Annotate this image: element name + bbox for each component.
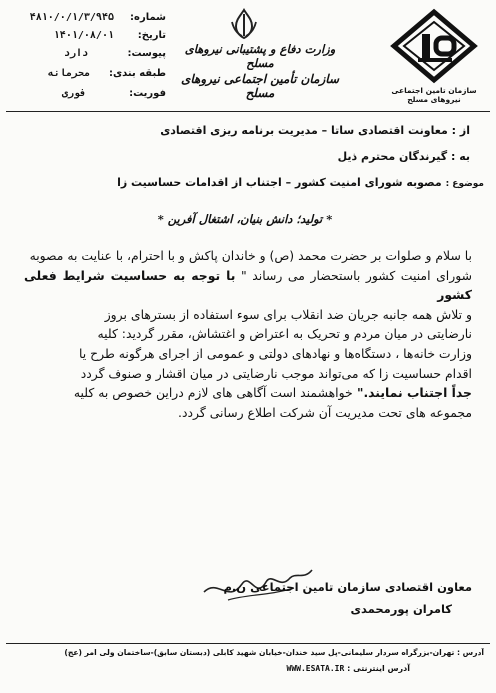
body-line-2-bold: با توجه به حساسیت شرایط فعلی کشور <box>24 267 472 303</box>
footer-divider <box>6 643 490 644</box>
letter-date-value: ۱۴۰۱/۰۸/۰۱ <box>53 30 114 41</box>
body-line-5: وزارت خانه‌ها ، دستگاه‌ها و نهادهای دولتی و عمومی از اجرای هرگونه طرح یا <box>78 345 472 361</box>
body-line-3: و تلاش همه جانبه جریان ضد انقلاب برای سوء استفاده از بسترهای بروز <box>104 306 472 322</box>
urgency-value: فوری <box>61 88 86 99</box>
footer-address: آدرس : تهران-بزرگراه سردار سلیمانی-پل سید خندان-خیابان شهید کابلی (دبستان سابق)-ساختمان ولی امر (عج) <box>64 648 484 657</box>
classification-label: طبقه بندی: <box>108 68 166 79</box>
footer-web-value: WWW.ESATA.IR <box>286 664 345 673</box>
org-title: سازمان تأمین اجتماعی نیروهای مسلح <box>181 72 339 100</box>
signatory-name: کامران پورمحمدی <box>350 602 452 616</box>
footer-web <box>200 664 410 673</box>
from-value: معاونت اقتصادی ساتا – مدیریت برنامه ریزی اقتصادی <box>160 124 448 137</box>
subject-value: مصوبه شورای امنیت کشور – اجتناب از اقدامات حساسیت زا <box>117 176 442 189</box>
letter-body <box>24 246 472 422</box>
to-line <box>30 150 470 163</box>
ministry-title: وزارت دفاع و پشتیبانی نیروهای مسلح <box>184 42 336 70</box>
urgency-row <box>6 88 166 106</box>
body-line-6: اقدام حساسیت زا که می‌تواند موجب نارضایتی در میان اقشار و صنوف گردد <box>80 365 472 381</box>
signatory-title: معاون اقتصادی سازمان تامین اجتماعی ن.م <box>223 580 472 594</box>
satta-logo-icon <box>378 8 490 86</box>
subject-line <box>30 176 484 189</box>
letter-number-row <box>6 12 166 30</box>
to-label: به : <box>450 150 470 163</box>
org-logo <box>378 8 490 104</box>
header-divider <box>6 111 490 112</box>
from-line <box>30 124 470 137</box>
attachment-label: پیوست: <box>127 48 166 59</box>
body-line-2 <box>24 266 472 305</box>
body-line-4: نارضایتی در میان مردم و تحریک به اعتراض و اغتشاش، مقرر گردید: کلیه <box>97 326 472 342</box>
to-value: گیرندگان محترم ذیل <box>337 150 448 163</box>
letter-number-value: ۴۸۱۰/۰/۱/۳/۹۴۵ <box>29 12 114 23</box>
classification-row <box>6 68 166 86</box>
body-line-7-plain: خواهشمند است آگاهی های لازم دراین خصوص به کلیه <box>73 385 353 401</box>
body-line-1: با سلام و صلوات بر حضرت محمد (ص) و خاندان پاکش و با احترام، با عنایت به مصوبه <box>29 248 472 263</box>
letter-date-row <box>6 30 166 48</box>
letter-date-label: تاریخ: <box>137 30 166 41</box>
urgency-label: فوریت: <box>129 88 166 99</box>
body-line-2-plain: شورای امنیت کشور باستحضار می رساند " <box>235 267 472 283</box>
attachment-row <box>6 48 166 66</box>
footer-web-label: آدرس اینترنتی : <box>347 664 410 673</box>
from-label: از : <box>451 124 470 137</box>
subject-label: موضوع : <box>445 179 484 189</box>
body-line-8: مجموعه های تحت مدیریت آن شرکت اطلاع رسانی گردد. <box>178 404 472 420</box>
logo-caption: سازمان تامین اجتماعی نیروهای مسلح <box>391 86 477 104</box>
body-line-7-bold: جداً اجتناب نمایند." <box>352 385 472 401</box>
classification-value: محرمانه <box>47 68 90 79</box>
body-line-7 <box>24 383 472 403</box>
state-emblem-icon <box>226 6 262 42</box>
letter-number-label: شماره: <box>130 12 166 23</box>
slogan: * تولید؛ دانش بنیان، اشتغال آفرین * <box>157 212 333 226</box>
attachment-value: دارد <box>63 48 88 59</box>
